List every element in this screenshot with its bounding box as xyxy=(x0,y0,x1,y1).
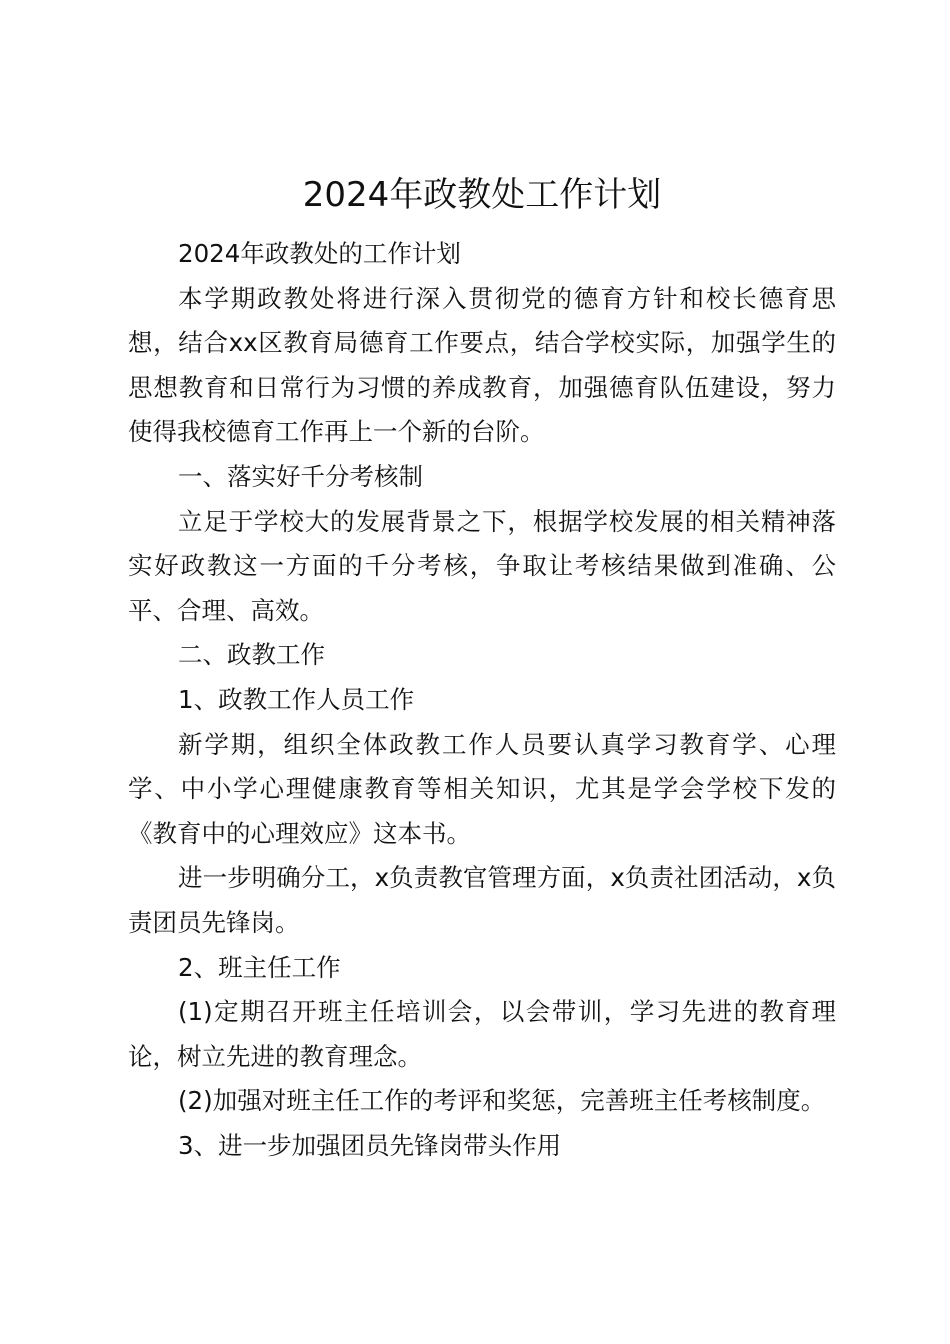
heading-subsection-2: 2、班主任工作 xyxy=(178,952,341,982)
heading-section-2: 二、政教工作 xyxy=(178,640,325,670)
document-page xyxy=(128,170,836,1168)
document-title: 2024年政教处工作计划 xyxy=(302,175,662,215)
paragraph-intro: 本学期政教处将进行深入贯彻党的德育方针和校长德育思想，结合xx区教育局德育工作要点，结合学校实际，加强学生的思想教育和日常行为习惯的养成教育，加强德育队伍建设，努力使得我校德育工作再上一个新的台阶。 xyxy=(128,283,836,447)
paragraph-subtitle: 2024年政教处的工作计划 xyxy=(178,239,461,268)
paragraph-subsection-1a: 新学期，组织全体政教工作人员要认真学习教育学、心理学、中小学心理健康教育等相关知识，尤其是学会学校下发的《教育中的心理效应》这本书。 xyxy=(128,729,836,848)
paragraph-subsection-2b: (2)加强对班主任工作的考评和奖惩，完善班主任考核制度。 xyxy=(178,1086,826,1116)
paragraph-section-1: 立足于学校大的发展背景之下，根据学校发展的相关精神落实好政教这一方面的千分考核，争取让考核结果做到准确、公平、合理、高效。 xyxy=(128,506,836,625)
paragraph-subsection-2a: (1)定期召开班主任培训会，以会带训，学习先进的教育理论，树立先进的教育理念。 xyxy=(128,997,836,1071)
paragraph-subsection-1b: 进一步明确分工，x负责教官管理方面，x负责社团活动，x负责团员先锋岗。 xyxy=(128,863,836,937)
heading-subsection-3: 3、进一步加强团员先锋岗带头作用 xyxy=(178,1130,562,1160)
heading-subsection-1: 1、政教工作人员工作 xyxy=(178,684,415,714)
heading-section-1: 一、落实好千分考核制 xyxy=(178,461,423,491)
